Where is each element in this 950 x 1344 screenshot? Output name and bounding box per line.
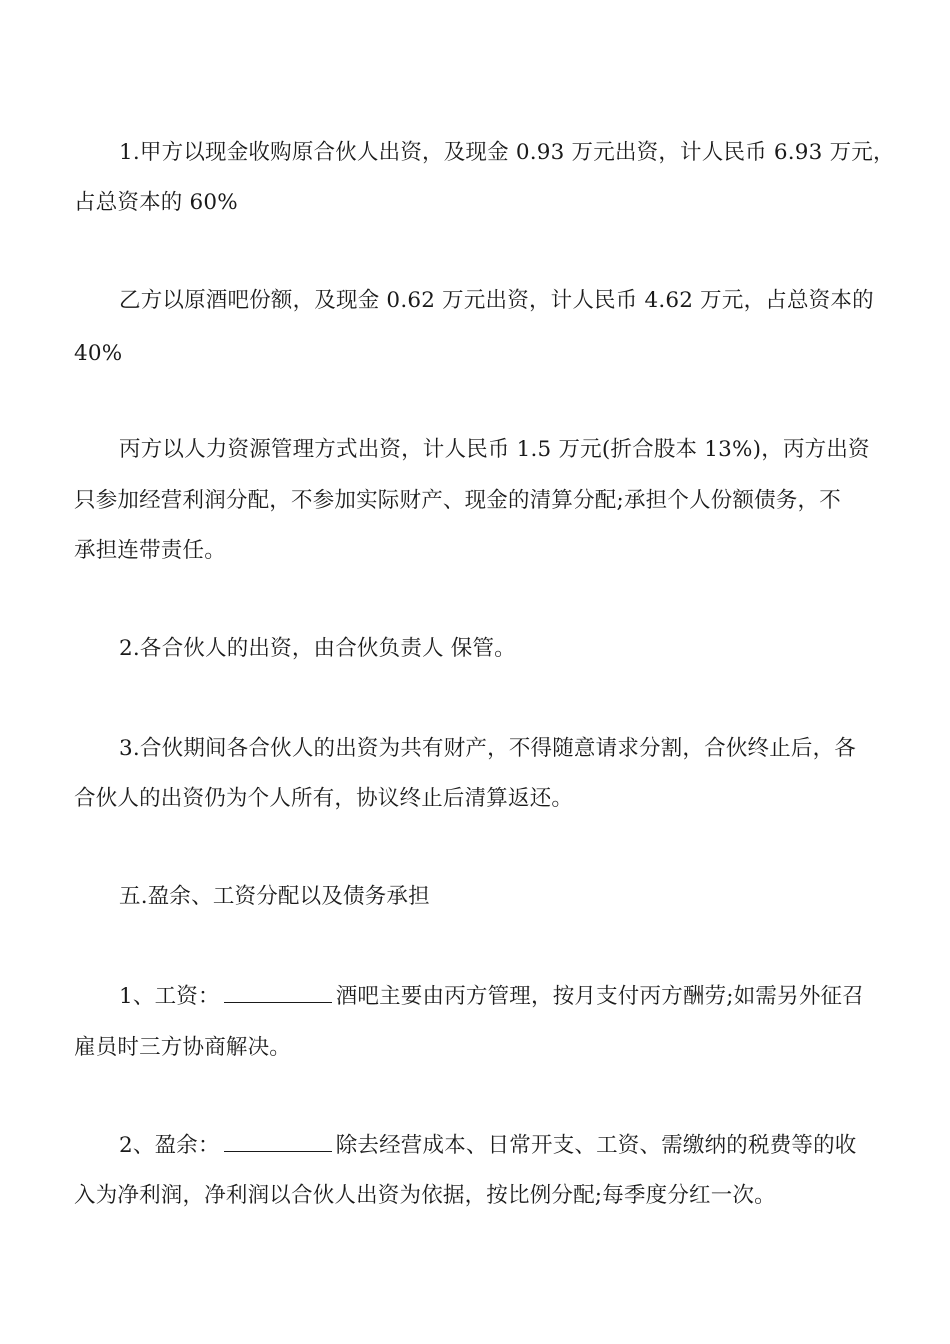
paragraph-3-line-2: 只参加经营利润分配，不参加实际财产、现金的清算分配;承担个人份额债务，不 [74,488,841,513]
paragraph-surplus-line-2: 入为净利润，净利润以合伙人出资为依据，按比例分配;每季度分红一次。 [74,1183,776,1208]
wage-blank-field[interactable] [224,984,332,1003]
paragraph-wage-line-2: 雇员时三方协商解决。 [74,1035,292,1060]
paragraph-wage-line-1 [119,982,864,1012]
section-heading-5: 五.盈余、工资分配以及债务承担 [119,884,430,909]
wage-text: 酒吧主要由丙方管理，按月支付丙方酬劳;如需另外征召 [335,984,864,1009]
paragraph-surplus-line-1 [119,1131,857,1161]
paragraph-2-line-1: 乙方以原酒吧份额，及现金 0.62 万元出资，计人民币 4.62 万元，占总资本的 [119,288,874,313]
paragraph-3-line-3: 承担连带责任。 [74,538,226,563]
paragraph-4-line-1: 2.各合伙人的出资，由合伙负责人 保管。 [119,636,516,661]
paragraph-3-line-1: 丙方以人力资源管理方式出资，计人民币 1.5 万元(折合股本 13%)，丙方出资 [119,437,870,462]
paragraph-1-line-2: 占总资本的 60% [74,190,238,215]
paragraph-2-line-2: 40% [74,341,123,366]
surplus-blank-field[interactable] [224,1133,332,1152]
surplus-text: 除去经营成本、日常开支、工资、需缴纳的税费等的收 [335,1133,857,1158]
wage-label: 1、工资： [119,984,220,1009]
paragraph-5-line-1: 3.合伙期间各合伙人的出资为共有财产，不得随意请求分割，合伙终止后，各 [119,736,857,761]
paragraph-5-line-2: 合伙人的出资仍为个人所有，协议终止后清算返还。 [74,786,574,811]
paragraph-1-line-1: 1.甲方以现金收购原合伙人出资，及现金 0.93 万元出资，计人民币 6.93 万元， [119,140,895,165]
surplus-label: 2、盈余： [119,1133,220,1158]
